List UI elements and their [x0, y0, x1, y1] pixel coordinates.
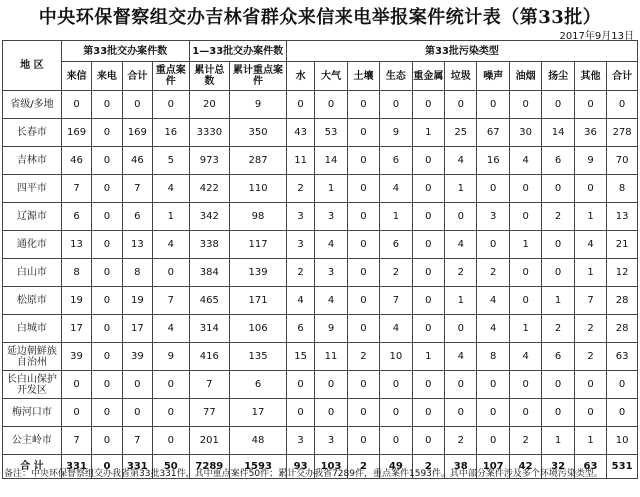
value-cell: 42 [509, 455, 541, 479]
value-cell: 10 [607, 427, 638, 455]
value-cell: 8 [477, 343, 509, 371]
column-header: 油烟 [509, 62, 541, 91]
value-cell: 28 [607, 315, 638, 343]
group-header-pollution: 第33批污染类型 [286, 41, 637, 62]
value-cell: 422 [189, 175, 230, 203]
value-cell: 1 [153, 203, 190, 231]
table-row [3, 91, 638, 119]
value-cell: 3330 [189, 119, 230, 147]
region-cell: 松原市 [3, 287, 62, 315]
value-cell: 2 [574, 315, 606, 343]
value-cell: 1 [380, 203, 412, 231]
value-cell: 0 [380, 427, 412, 455]
value-cell: 0 [445, 203, 477, 231]
value-cell: 0 [509, 399, 541, 427]
value-cell: 0 [92, 175, 122, 203]
value-cell: 3 [286, 427, 314, 455]
value-cell: 103 [315, 455, 347, 479]
column-header: 合计 [122, 62, 152, 91]
column-header: 土壤 [347, 62, 379, 91]
value-cell: 3 [315, 203, 347, 231]
value-cell: 0 [92, 119, 122, 147]
value-cell: 4 [153, 175, 190, 203]
value-cell: 0 [477, 399, 509, 427]
value-cell: 0 [412, 371, 444, 399]
region-cell: 四平市 [3, 175, 62, 203]
value-cell: 0 [315, 371, 347, 399]
value-cell: 2 [380, 259, 412, 287]
table-row [3, 427, 638, 455]
value-cell: 11 [286, 147, 314, 175]
value-cell: 0 [347, 399, 379, 427]
value-cell: 0 [477, 231, 509, 259]
value-cell: 169 [122, 119, 152, 147]
region-cell: 合 计 [3, 455, 62, 479]
region-cell: 公主岭市 [3, 427, 62, 455]
column-header: 其他 [574, 62, 606, 91]
value-cell: 1 [574, 259, 606, 287]
region-cell: 梅河口市 [3, 399, 62, 427]
value-cell: 2 [542, 315, 574, 343]
value-cell: 21 [607, 231, 638, 259]
value-cell: 0 [347, 427, 379, 455]
value-cell: 1 [412, 343, 444, 371]
value-cell: 0 [412, 231, 444, 259]
value-cell: 0 [574, 91, 606, 119]
value-cell: 287 [230, 147, 287, 175]
value-cell: 0 [92, 231, 122, 259]
value-cell: 6 [230, 371, 287, 399]
value-cell: 7 [122, 427, 152, 455]
value-cell: 4 [445, 343, 477, 371]
value-cell: 4 [477, 315, 509, 343]
value-cell: 13 [122, 231, 152, 259]
value-cell: 39 [61, 343, 91, 371]
value-cell: 9 [315, 315, 347, 343]
value-cell: 7289 [189, 455, 230, 479]
region-cell: 辽源市 [3, 203, 62, 231]
value-cell: 0 [92, 455, 122, 479]
value-cell: 0 [509, 371, 541, 399]
value-cell: 8 [607, 175, 638, 203]
value-cell: 1 [445, 175, 477, 203]
value-cell: 0 [61, 91, 91, 119]
value-cell: 314 [189, 315, 230, 343]
value-cell: 201 [189, 427, 230, 455]
value-cell: 14 [315, 147, 347, 175]
value-cell: 9 [380, 119, 412, 147]
value-cell: 30 [509, 119, 541, 147]
value-cell: 0 [347, 315, 379, 343]
value-cell: 13 [607, 203, 638, 231]
value-cell: 465 [189, 287, 230, 315]
value-cell: 2 [286, 259, 314, 287]
value-cell: 2 [347, 455, 379, 479]
value-cell: 36 [574, 119, 606, 147]
value-cell: 0 [542, 259, 574, 287]
value-cell: 8 [61, 259, 91, 287]
value-cell: 0 [445, 315, 477, 343]
value-cell: 0 [315, 399, 347, 427]
value-cell: 2 [542, 203, 574, 231]
value-cell: 0 [347, 231, 379, 259]
statistics-table [2, 40, 638, 479]
value-cell: 4 [380, 315, 412, 343]
value-cell: 1 [412, 119, 444, 147]
value-cell: 93 [286, 455, 314, 479]
table-row [3, 231, 638, 259]
value-cell: 0 [315, 91, 347, 119]
value-cell: 0 [286, 91, 314, 119]
region-cell: 长春市 [3, 119, 62, 147]
value-cell: 0 [92, 259, 122, 287]
value-cell: 4 [315, 231, 347, 259]
value-cell: 0 [153, 91, 190, 119]
value-cell: 1 [574, 427, 606, 455]
value-cell: 4 [286, 287, 314, 315]
value-cell: 117 [230, 231, 287, 259]
table-row [3, 147, 638, 175]
table-row [3, 259, 638, 287]
header-row-columns [3, 62, 638, 91]
value-cell: 0 [412, 175, 444, 203]
column-header: 大气 [315, 62, 347, 91]
table-body [3, 91, 638, 479]
header-row-groups [3, 41, 638, 62]
value-cell: 0 [92, 91, 122, 119]
value-cell: 4 [445, 231, 477, 259]
table-row [3, 203, 638, 231]
region-header: 地 区 [3, 41, 62, 91]
value-cell: 0 [509, 91, 541, 119]
column-header: 垃圾 [445, 62, 477, 91]
value-cell: 46 [122, 147, 152, 175]
value-cell: 0 [92, 343, 122, 371]
value-cell: 9 [153, 343, 190, 371]
value-cell: 0 [412, 259, 444, 287]
value-cell: 6 [380, 231, 412, 259]
value-cell: 106 [230, 315, 287, 343]
value-cell: 12 [607, 259, 638, 287]
value-cell: 32 [542, 455, 574, 479]
value-cell: 7 [380, 287, 412, 315]
value-cell: 0 [153, 399, 190, 427]
column-header: 噪声 [477, 62, 509, 91]
table-row [3, 287, 638, 315]
value-cell: 0 [412, 91, 444, 119]
table-row [3, 371, 638, 399]
value-cell: 384 [189, 259, 230, 287]
value-cell: 0 [509, 175, 541, 203]
value-cell: 4 [509, 343, 541, 371]
value-cell: 0 [380, 371, 412, 399]
value-cell: 98 [230, 203, 287, 231]
value-cell: 0 [445, 399, 477, 427]
value-cell: 7 [61, 175, 91, 203]
value-cell: 0 [61, 371, 91, 399]
value-cell: 0 [122, 91, 152, 119]
value-cell: 342 [189, 203, 230, 231]
value-cell: 0 [92, 427, 122, 455]
value-cell: 0 [380, 91, 412, 119]
region-cell: 长白山保护开发区 [3, 371, 62, 399]
value-cell: 0 [574, 371, 606, 399]
value-cell: 5 [153, 147, 190, 175]
value-cell: 4 [509, 147, 541, 175]
value-cell: 0 [286, 399, 314, 427]
value-cell: 17 [61, 315, 91, 343]
value-cell: 350 [230, 119, 287, 147]
value-cell: 0 [61, 399, 91, 427]
value-cell: 0 [574, 175, 606, 203]
value-cell: 0 [607, 371, 638, 399]
column-header: 累计总数 [189, 62, 230, 91]
column-header: 合计 [607, 62, 638, 91]
value-cell: 0 [509, 287, 541, 315]
value-cell: 1 [542, 427, 574, 455]
value-cell: 7 [153, 287, 190, 315]
value-cell: 1 [542, 287, 574, 315]
value-cell: 4 [315, 287, 347, 315]
value-cell: 0 [347, 203, 379, 231]
value-cell: 331 [122, 455, 152, 479]
value-cell: 278 [607, 119, 638, 147]
value-cell: 0 [509, 203, 541, 231]
value-cell: 19 [122, 287, 152, 315]
region-cell: 吉林市 [3, 147, 62, 175]
value-cell: 70 [607, 147, 638, 175]
value-cell: 2 [477, 259, 509, 287]
value-cell: 338 [189, 231, 230, 259]
value-cell: 0 [412, 203, 444, 231]
value-cell: 6 [542, 147, 574, 175]
value-cell: 0 [347, 119, 379, 147]
value-cell: 13 [61, 231, 91, 259]
value-cell: 6 [286, 315, 314, 343]
value-cell: 7 [189, 371, 230, 399]
table-row [3, 119, 638, 147]
value-cell: 0 [92, 399, 122, 427]
column-header: 水 [286, 62, 314, 91]
value-cell: 67 [477, 119, 509, 147]
value-cell: 973 [189, 147, 230, 175]
value-cell: 4 [477, 287, 509, 315]
value-cell: 135 [230, 343, 287, 371]
value-cell: 49 [380, 455, 412, 479]
page-title: 中央环保督察组交办吉林省群众来信来电举报案件统计表（第33批） [38, 7, 602, 28]
column-header: 来电 [92, 62, 122, 91]
value-cell: 110 [230, 175, 287, 203]
value-cell: 6 [542, 343, 574, 371]
value-cell: 8 [122, 259, 152, 287]
value-cell: 9 [574, 147, 606, 175]
value-cell: 0 [92, 371, 122, 399]
value-cell: 0 [477, 427, 509, 455]
value-cell: 17 [230, 399, 287, 427]
value-cell: 6 [61, 203, 91, 231]
column-header: 生态 [380, 62, 412, 91]
value-cell: 0 [153, 371, 190, 399]
value-cell: 0 [412, 427, 444, 455]
value-cell: 48 [230, 427, 287, 455]
value-cell: 0 [542, 91, 574, 119]
value-cell: 0 [286, 371, 314, 399]
value-cell: 416 [189, 343, 230, 371]
value-cell: 1 [574, 203, 606, 231]
value-cell: 0 [153, 259, 190, 287]
value-cell: 7 [61, 427, 91, 455]
value-cell: 9 [230, 91, 287, 119]
value-cell: 107 [477, 455, 509, 479]
value-cell: 11 [315, 343, 347, 371]
value-cell: 3 [477, 203, 509, 231]
value-cell: 2 [286, 175, 314, 203]
value-cell: 0 [347, 287, 379, 315]
value-cell: 20 [189, 91, 230, 119]
value-cell: 0 [122, 371, 152, 399]
table-row [3, 399, 638, 427]
value-cell: 7 [574, 287, 606, 315]
column-header: 来信 [61, 62, 91, 91]
value-cell: 0 [347, 175, 379, 203]
value-cell: 46 [61, 147, 91, 175]
value-cell: 16 [153, 119, 190, 147]
column-header: 重金属 [412, 62, 444, 91]
value-cell: 4 [153, 231, 190, 259]
value-cell: 7 [122, 175, 152, 203]
value-cell: 0 [347, 147, 379, 175]
value-cell: 171 [230, 287, 287, 315]
value-cell: 0 [412, 399, 444, 427]
region-cell: 通化市 [3, 231, 62, 259]
value-cell: 0 [153, 427, 190, 455]
group-header-cumulative: 1—33批交办案件数 [189, 41, 286, 62]
value-cell: 2 [445, 427, 477, 455]
value-cell: 2 [445, 259, 477, 287]
value-cell: 331 [61, 455, 91, 479]
value-cell: 19 [61, 287, 91, 315]
value-cell: 0 [347, 371, 379, 399]
value-cell: 0 [542, 231, 574, 259]
value-cell: 4 [380, 175, 412, 203]
value-cell: 139 [230, 259, 287, 287]
value-cell: 169 [61, 119, 91, 147]
column-header: 扬尘 [542, 62, 574, 91]
value-cell: 0 [92, 287, 122, 315]
value-cell: 0 [412, 147, 444, 175]
value-cell: 10 [380, 343, 412, 371]
value-cell: 0 [542, 371, 574, 399]
value-cell: 0 [380, 399, 412, 427]
value-cell: 1 [315, 175, 347, 203]
value-cell: 0 [122, 399, 152, 427]
value-cell: 17 [122, 315, 152, 343]
value-cell: 0 [607, 91, 638, 119]
value-cell: 0 [607, 399, 638, 427]
value-cell: 2 [412, 455, 444, 479]
region-cell: 延边朝鲜族自治州 [3, 343, 62, 371]
region-cell: 白城市 [3, 315, 62, 343]
value-cell: 0 [509, 259, 541, 287]
value-cell: 0 [347, 91, 379, 119]
value-cell: 1 [509, 231, 541, 259]
value-cell: 43 [286, 119, 314, 147]
value-cell: 1 [509, 315, 541, 343]
table-row [3, 175, 638, 203]
column-header: 累计重点案件 [230, 62, 287, 91]
region-cell: 省级/多地 [3, 91, 62, 119]
value-cell: 0 [477, 175, 509, 203]
value-cell: 531 [607, 455, 638, 479]
value-cell: 3 [315, 427, 347, 455]
value-cell: 3 [286, 231, 314, 259]
value-cell: 4 [153, 315, 190, 343]
value-cell: 16 [477, 147, 509, 175]
value-cell: 0 [574, 399, 606, 427]
value-cell: 15 [286, 343, 314, 371]
value-cell: 0 [92, 147, 122, 175]
value-cell: 77 [189, 399, 230, 427]
value-cell: 0 [477, 91, 509, 119]
region-cell: 白山市 [3, 259, 62, 287]
column-header: 重点案件 [153, 62, 190, 91]
value-cell: 53 [315, 119, 347, 147]
value-cell: 2 [509, 427, 541, 455]
report-date: 2017年9月13日 [559, 31, 634, 42]
value-cell: 14 [542, 119, 574, 147]
value-cell: 1593 [230, 455, 287, 479]
value-cell: 0 [412, 315, 444, 343]
value-cell: 0 [477, 371, 509, 399]
value-cell: 1 [445, 287, 477, 315]
value-cell: 4 [445, 147, 477, 175]
value-cell: 63 [607, 343, 638, 371]
value-cell: 0 [445, 371, 477, 399]
value-cell: 3 [286, 203, 314, 231]
value-cell: 0 [542, 175, 574, 203]
value-cell: 2 [347, 343, 379, 371]
value-cell: 6 [380, 147, 412, 175]
value-cell: 2 [574, 343, 606, 371]
value-cell: 0 [92, 315, 122, 343]
value-cell: 28 [607, 287, 638, 315]
value-cell: 3 [315, 259, 347, 287]
value-cell: 0 [347, 259, 379, 287]
group-header-batch: 第33批交办案件数 [61, 41, 189, 62]
value-cell: 50 [153, 455, 190, 479]
value-cell: 38 [445, 455, 477, 479]
value-cell: 0 [542, 399, 574, 427]
value-cell: 6 [122, 203, 152, 231]
value-cell: 4 [574, 231, 606, 259]
footnote: 备注：中央环保督察组交办我省第33批331件，其中重点案件50件；累计交办我省7289件，重点案件1593件。其中部分案件涉及多个环境污染类型。 [4, 469, 603, 479]
table-row [3, 343, 638, 371]
value-cell: 25 [445, 119, 477, 147]
value-cell: 0 [92, 203, 122, 231]
table-row [3, 315, 638, 343]
value-cell: 0 [445, 91, 477, 119]
value-cell: 63 [574, 455, 606, 479]
value-cell: 39 [122, 343, 152, 371]
value-cell: 0 [412, 287, 444, 315]
